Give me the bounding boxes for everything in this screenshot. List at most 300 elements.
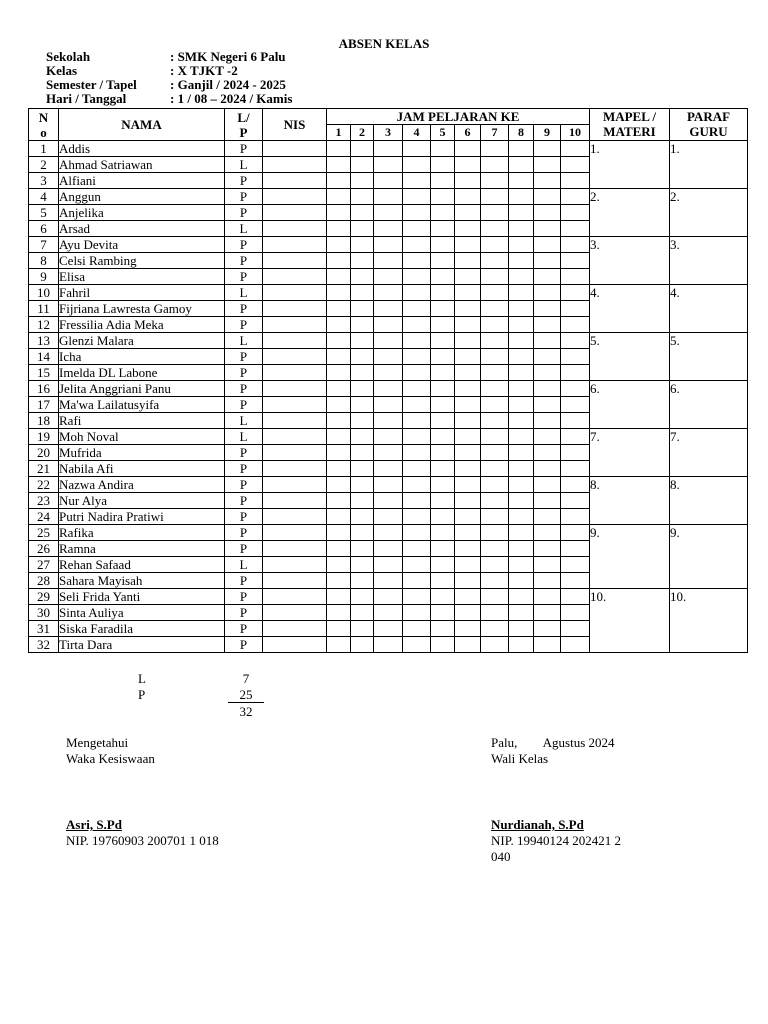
attendance-cell[interactable] bbox=[327, 589, 351, 605]
attendance-cell[interactable] bbox=[509, 461, 534, 477]
attendance-cell[interactable] bbox=[351, 429, 374, 445]
student-nis[interactable] bbox=[263, 349, 327, 365]
attendance-cell[interactable] bbox=[455, 605, 481, 621]
attendance-cell[interactable] bbox=[351, 589, 374, 605]
attendance-cell[interactable] bbox=[509, 493, 534, 509]
mapel-slot[interactable]: 3. bbox=[590, 237, 670, 285]
attendance-cell[interactable] bbox=[534, 189, 561, 205]
attendance-cell[interactable] bbox=[374, 493, 403, 509]
student-nis[interactable] bbox=[263, 493, 327, 509]
attendance-cell[interactable] bbox=[403, 589, 431, 605]
attendance-cell[interactable] bbox=[481, 157, 509, 173]
attendance-cell[interactable] bbox=[534, 157, 561, 173]
attendance-cell[interactable] bbox=[374, 269, 403, 285]
attendance-cell[interactable] bbox=[534, 333, 561, 349]
attendance-cell[interactable] bbox=[431, 509, 455, 525]
attendance-cell[interactable] bbox=[509, 237, 534, 253]
student-nis[interactable] bbox=[263, 237, 327, 253]
attendance-cell[interactable] bbox=[374, 541, 403, 557]
attendance-cell[interactable] bbox=[561, 413, 590, 429]
mapel-slot[interactable]: 6. bbox=[590, 381, 670, 429]
attendance-cell[interactable] bbox=[509, 317, 534, 333]
attendance-cell[interactable] bbox=[481, 525, 509, 541]
attendance-cell[interactable] bbox=[403, 525, 431, 541]
student-nis[interactable] bbox=[263, 397, 327, 413]
attendance-cell[interactable] bbox=[327, 461, 351, 477]
attendance-cell[interactable] bbox=[481, 173, 509, 189]
attendance-cell[interactable] bbox=[351, 461, 374, 477]
attendance-cell[interactable] bbox=[509, 381, 534, 397]
attendance-cell[interactable] bbox=[534, 141, 561, 157]
attendance-cell[interactable] bbox=[509, 397, 534, 413]
attendance-cell[interactable] bbox=[403, 253, 431, 269]
attendance-cell[interactable] bbox=[327, 157, 351, 173]
attendance-cell[interactable] bbox=[351, 317, 374, 333]
attendance-cell[interactable] bbox=[403, 605, 431, 621]
attendance-cell[interactable] bbox=[481, 541, 509, 557]
attendance-cell[interactable] bbox=[561, 621, 590, 637]
attendance-cell[interactable] bbox=[509, 189, 534, 205]
attendance-cell[interactable] bbox=[431, 141, 455, 157]
attendance-cell[interactable] bbox=[561, 509, 590, 525]
attendance-cell[interactable] bbox=[509, 525, 534, 541]
attendance-cell[interactable] bbox=[327, 237, 351, 253]
attendance-cell[interactable] bbox=[509, 413, 534, 429]
attendance-cell[interactable] bbox=[327, 621, 351, 637]
attendance-cell[interactable] bbox=[351, 477, 374, 493]
attendance-cell[interactable] bbox=[327, 269, 351, 285]
attendance-cell[interactable] bbox=[509, 285, 534, 301]
attendance-cell[interactable] bbox=[351, 141, 374, 157]
attendance-cell[interactable] bbox=[403, 397, 431, 413]
attendance-cell[interactable] bbox=[403, 413, 431, 429]
attendance-cell[interactable] bbox=[351, 365, 374, 381]
attendance-cell[interactable] bbox=[431, 157, 455, 173]
student-nis[interactable] bbox=[263, 285, 327, 301]
paraf-slot[interactable]: 8. bbox=[670, 477, 748, 525]
attendance-cell[interactable] bbox=[455, 301, 481, 317]
attendance-cell[interactable] bbox=[509, 621, 534, 637]
attendance-cell[interactable] bbox=[351, 397, 374, 413]
attendance-cell[interactable] bbox=[351, 509, 374, 525]
attendance-cell[interactable] bbox=[561, 429, 590, 445]
attendance-cell[interactable] bbox=[481, 269, 509, 285]
attendance-cell[interactable] bbox=[351, 413, 374, 429]
attendance-cell[interactable] bbox=[374, 397, 403, 413]
attendance-cell[interactable] bbox=[327, 413, 351, 429]
paraf-slot[interactable]: 4. bbox=[670, 285, 748, 333]
attendance-cell[interactable] bbox=[561, 365, 590, 381]
attendance-cell[interactable] bbox=[403, 285, 431, 301]
attendance-cell[interactable] bbox=[534, 621, 561, 637]
attendance-cell[interactable] bbox=[374, 477, 403, 493]
student-nis[interactable] bbox=[263, 157, 327, 173]
attendance-cell[interactable] bbox=[351, 445, 374, 461]
attendance-cell[interactable] bbox=[481, 349, 509, 365]
student-nis[interactable] bbox=[263, 333, 327, 349]
attendance-cell[interactable] bbox=[431, 525, 455, 541]
attendance-cell[interactable] bbox=[374, 637, 403, 653]
attendance-cell[interactable] bbox=[481, 621, 509, 637]
attendance-cell[interactable] bbox=[509, 557, 534, 573]
student-nis[interactable] bbox=[263, 205, 327, 221]
student-nis[interactable] bbox=[263, 509, 327, 525]
attendance-cell[interactable] bbox=[403, 477, 431, 493]
attendance-cell[interactable] bbox=[561, 301, 590, 317]
student-nis[interactable] bbox=[263, 605, 327, 621]
attendance-cell[interactable] bbox=[431, 429, 455, 445]
student-nis[interactable] bbox=[263, 525, 327, 541]
attendance-cell[interactable] bbox=[403, 237, 431, 253]
attendance-cell[interactable] bbox=[455, 237, 481, 253]
attendance-cell[interactable] bbox=[374, 413, 403, 429]
student-nis[interactable] bbox=[263, 253, 327, 269]
attendance-cell[interactable] bbox=[561, 237, 590, 253]
attendance-cell[interactable] bbox=[431, 493, 455, 509]
attendance-cell[interactable] bbox=[481, 365, 509, 381]
paraf-slot[interactable]: 2. bbox=[670, 189, 748, 237]
attendance-cell[interactable] bbox=[561, 221, 590, 237]
attendance-cell[interactable] bbox=[561, 605, 590, 621]
attendance-cell[interactable] bbox=[481, 141, 509, 157]
paraf-slot[interactable]: 1. bbox=[670, 141, 748, 189]
attendance-cell[interactable] bbox=[374, 509, 403, 525]
attendance-cell[interactable] bbox=[455, 413, 481, 429]
student-nis[interactable] bbox=[263, 621, 327, 637]
attendance-cell[interactable] bbox=[509, 509, 534, 525]
student-nis[interactable] bbox=[263, 445, 327, 461]
attendance-cell[interactable] bbox=[455, 557, 481, 573]
attendance-cell[interactable] bbox=[403, 509, 431, 525]
attendance-cell[interactable] bbox=[327, 285, 351, 301]
attendance-cell[interactable] bbox=[455, 477, 481, 493]
student-nis[interactable] bbox=[263, 381, 327, 397]
attendance-cell[interactable] bbox=[351, 205, 374, 221]
attendance-cell[interactable] bbox=[455, 173, 481, 189]
attendance-cell[interactable] bbox=[403, 173, 431, 189]
attendance-cell[interactable] bbox=[374, 429, 403, 445]
attendance-cell[interactable] bbox=[327, 573, 351, 589]
attendance-cell[interactable] bbox=[351, 237, 374, 253]
attendance-cell[interactable] bbox=[431, 253, 455, 269]
attendance-cell[interactable] bbox=[374, 157, 403, 173]
attendance-cell[interactable] bbox=[351, 621, 374, 637]
attendance-cell[interactable] bbox=[509, 429, 534, 445]
attendance-cell[interactable] bbox=[455, 541, 481, 557]
attendance-cell[interactable] bbox=[481, 445, 509, 461]
attendance-cell[interactable] bbox=[534, 173, 561, 189]
attendance-cell[interactable] bbox=[455, 461, 481, 477]
student-nis[interactable] bbox=[263, 637, 327, 653]
attendance-cell[interactable] bbox=[534, 557, 561, 573]
attendance-cell[interactable] bbox=[534, 493, 561, 509]
attendance-cell[interactable] bbox=[431, 621, 455, 637]
attendance-cell[interactable] bbox=[351, 221, 374, 237]
attendance-cell[interactable] bbox=[455, 637, 481, 653]
attendance-cell[interactable] bbox=[431, 589, 455, 605]
attendance-cell[interactable] bbox=[431, 221, 455, 237]
paraf-slot[interactable]: 6. bbox=[670, 381, 748, 429]
mapel-slot[interactable]: 1. bbox=[590, 141, 670, 189]
attendance-cell[interactable] bbox=[561, 477, 590, 493]
attendance-cell[interactable] bbox=[534, 429, 561, 445]
attendance-cell[interactable] bbox=[351, 381, 374, 397]
student-nis[interactable] bbox=[263, 413, 327, 429]
attendance-cell[interactable] bbox=[534, 573, 561, 589]
attendance-cell[interactable] bbox=[431, 413, 455, 429]
attendance-cell[interactable] bbox=[509, 541, 534, 557]
attendance-cell[interactable] bbox=[431, 541, 455, 557]
attendance-cell[interactable] bbox=[534, 301, 561, 317]
attendance-cell[interactable] bbox=[561, 541, 590, 557]
student-nis[interactable] bbox=[263, 269, 327, 285]
attendance-cell[interactable] bbox=[561, 141, 590, 157]
student-nis[interactable] bbox=[263, 477, 327, 493]
attendance-cell[interactable] bbox=[327, 541, 351, 557]
attendance-cell[interactable] bbox=[327, 333, 351, 349]
attendance-cell[interactable] bbox=[431, 189, 455, 205]
attendance-cell[interactable] bbox=[403, 157, 431, 173]
attendance-cell[interactable] bbox=[431, 557, 455, 573]
attendance-cell[interactable] bbox=[481, 221, 509, 237]
attendance-cell[interactable] bbox=[455, 317, 481, 333]
attendance-cell[interactable] bbox=[481, 477, 509, 493]
attendance-cell[interactable] bbox=[481, 637, 509, 653]
student-nis[interactable] bbox=[263, 589, 327, 605]
attendance-cell[interactable] bbox=[509, 605, 534, 621]
attendance-cell[interactable] bbox=[455, 381, 481, 397]
attendance-cell[interactable] bbox=[481, 237, 509, 253]
mapel-slot[interactable]: 10. bbox=[590, 589, 670, 653]
attendance-cell[interactable] bbox=[327, 221, 351, 237]
mapel-slot[interactable]: 7. bbox=[590, 429, 670, 477]
attendance-cell[interactable] bbox=[403, 461, 431, 477]
attendance-cell[interactable] bbox=[327, 317, 351, 333]
attendance-cell[interactable] bbox=[327, 445, 351, 461]
attendance-cell[interactable] bbox=[455, 365, 481, 381]
attendance-cell[interactable] bbox=[481, 509, 509, 525]
student-nis[interactable] bbox=[263, 189, 327, 205]
student-nis[interactable] bbox=[263, 573, 327, 589]
attendance-cell[interactable] bbox=[351, 301, 374, 317]
attendance-cell[interactable] bbox=[455, 333, 481, 349]
attendance-cell[interactable] bbox=[351, 189, 374, 205]
attendance-cell[interactable] bbox=[455, 285, 481, 301]
attendance-cell[interactable] bbox=[481, 605, 509, 621]
attendance-cell[interactable] bbox=[327, 205, 351, 221]
attendance-cell[interactable] bbox=[403, 493, 431, 509]
attendance-cell[interactable] bbox=[455, 253, 481, 269]
attendance-cell[interactable] bbox=[403, 621, 431, 637]
attendance-cell[interactable] bbox=[455, 189, 481, 205]
attendance-cell[interactable] bbox=[431, 605, 455, 621]
attendance-cell[interactable] bbox=[374, 573, 403, 589]
attendance-cell[interactable] bbox=[455, 221, 481, 237]
paraf-slot[interactable]: 5. bbox=[670, 333, 748, 381]
attendance-cell[interactable] bbox=[431, 301, 455, 317]
attendance-cell[interactable] bbox=[534, 365, 561, 381]
attendance-cell[interactable] bbox=[403, 349, 431, 365]
attendance-cell[interactable] bbox=[374, 205, 403, 221]
attendance-cell[interactable] bbox=[351, 285, 374, 301]
attendance-cell[interactable] bbox=[481, 573, 509, 589]
attendance-cell[interactable] bbox=[327, 557, 351, 573]
attendance-cell[interactable] bbox=[561, 381, 590, 397]
attendance-cell[interactable] bbox=[403, 189, 431, 205]
attendance-cell[interactable] bbox=[374, 461, 403, 477]
paraf-slot[interactable]: 7. bbox=[670, 429, 748, 477]
attendance-cell[interactable] bbox=[403, 205, 431, 221]
attendance-cell[interactable] bbox=[327, 301, 351, 317]
attendance-cell[interactable] bbox=[327, 429, 351, 445]
attendance-cell[interactable] bbox=[431, 397, 455, 413]
attendance-cell[interactable] bbox=[455, 429, 481, 445]
attendance-cell[interactable] bbox=[534, 205, 561, 221]
attendance-cell[interactable] bbox=[481, 301, 509, 317]
paraf-slot[interactable]: 9. bbox=[670, 525, 748, 589]
attendance-cell[interactable] bbox=[561, 317, 590, 333]
attendance-cell[interactable] bbox=[374, 589, 403, 605]
attendance-cell[interactable] bbox=[561, 205, 590, 221]
attendance-cell[interactable] bbox=[509, 589, 534, 605]
attendance-cell[interactable] bbox=[455, 589, 481, 605]
attendance-cell[interactable] bbox=[481, 397, 509, 413]
attendance-cell[interactable] bbox=[561, 333, 590, 349]
attendance-cell[interactable] bbox=[374, 381, 403, 397]
attendance-cell[interactable] bbox=[431, 637, 455, 653]
attendance-cell[interactable] bbox=[561, 173, 590, 189]
attendance-cell[interactable] bbox=[374, 285, 403, 301]
attendance-cell[interactable] bbox=[534, 317, 561, 333]
attendance-cell[interactable] bbox=[509, 477, 534, 493]
attendance-cell[interactable] bbox=[403, 637, 431, 653]
attendance-cell[interactable] bbox=[509, 173, 534, 189]
attendance-cell[interactable] bbox=[374, 605, 403, 621]
attendance-cell[interactable] bbox=[509, 301, 534, 317]
attendance-cell[interactable] bbox=[481, 317, 509, 333]
attendance-cell[interactable] bbox=[455, 269, 481, 285]
attendance-cell[interactable] bbox=[481, 429, 509, 445]
attendance-cell[interactable] bbox=[534, 589, 561, 605]
attendance-cell[interactable] bbox=[455, 349, 481, 365]
attendance-cell[interactable] bbox=[534, 269, 561, 285]
attendance-cell[interactable] bbox=[509, 253, 534, 269]
attendance-cell[interactable] bbox=[374, 621, 403, 637]
student-nis[interactable] bbox=[263, 141, 327, 157]
attendance-cell[interactable] bbox=[534, 397, 561, 413]
attendance-cell[interactable] bbox=[374, 189, 403, 205]
attendance-cell[interactable] bbox=[431, 445, 455, 461]
attendance-cell[interactable] bbox=[374, 221, 403, 237]
attendance-cell[interactable] bbox=[403, 365, 431, 381]
attendance-cell[interactable] bbox=[327, 173, 351, 189]
attendance-cell[interactable] bbox=[534, 349, 561, 365]
attendance-cell[interactable] bbox=[561, 253, 590, 269]
attendance-cell[interactable] bbox=[509, 573, 534, 589]
attendance-cell[interactable] bbox=[534, 221, 561, 237]
mapel-slot[interactable]: 9. bbox=[590, 525, 670, 589]
attendance-cell[interactable] bbox=[481, 253, 509, 269]
attendance-cell[interactable] bbox=[561, 189, 590, 205]
attendance-cell[interactable] bbox=[431, 461, 455, 477]
attendance-cell[interactable] bbox=[327, 189, 351, 205]
attendance-cell[interactable] bbox=[327, 509, 351, 525]
attendance-cell[interactable] bbox=[534, 637, 561, 653]
attendance-cell[interactable] bbox=[509, 365, 534, 381]
mapel-slot[interactable]: 5. bbox=[590, 333, 670, 381]
attendance-cell[interactable] bbox=[509, 445, 534, 461]
attendance-cell[interactable] bbox=[455, 493, 481, 509]
attendance-cell[interactable] bbox=[455, 205, 481, 221]
attendance-cell[interactable] bbox=[481, 461, 509, 477]
attendance-cell[interactable] bbox=[455, 525, 481, 541]
attendance-cell[interactable] bbox=[431, 365, 455, 381]
attendance-cell[interactable] bbox=[481, 413, 509, 429]
attendance-cell[interactable] bbox=[455, 157, 481, 173]
mapel-slot[interactable]: 8. bbox=[590, 477, 670, 525]
attendance-cell[interactable] bbox=[481, 189, 509, 205]
attendance-cell[interactable] bbox=[509, 349, 534, 365]
attendance-cell[interactable] bbox=[327, 381, 351, 397]
attendance-cell[interactable] bbox=[431, 317, 455, 333]
attendance-cell[interactable] bbox=[561, 525, 590, 541]
attendance-cell[interactable] bbox=[327, 637, 351, 653]
attendance-cell[interactable] bbox=[374, 365, 403, 381]
attendance-cell[interactable] bbox=[403, 573, 431, 589]
student-nis[interactable] bbox=[263, 317, 327, 333]
attendance-cell[interactable] bbox=[403, 445, 431, 461]
mapel-slot[interactable]: 4. bbox=[590, 285, 670, 333]
student-nis[interactable] bbox=[263, 461, 327, 477]
attendance-cell[interactable] bbox=[431, 205, 455, 221]
attendance-cell[interactable] bbox=[351, 269, 374, 285]
attendance-cell[interactable] bbox=[509, 205, 534, 221]
attendance-cell[interactable] bbox=[455, 445, 481, 461]
attendance-cell[interactable] bbox=[534, 525, 561, 541]
attendance-cell[interactable] bbox=[403, 221, 431, 237]
attendance-cell[interactable] bbox=[561, 557, 590, 573]
attendance-cell[interactable] bbox=[509, 637, 534, 653]
attendance-cell[interactable] bbox=[561, 397, 590, 413]
attendance-cell[interactable] bbox=[374, 237, 403, 253]
attendance-cell[interactable] bbox=[509, 269, 534, 285]
attendance-cell[interactable] bbox=[351, 349, 374, 365]
attendance-cell[interactable] bbox=[534, 509, 561, 525]
attendance-cell[interactable] bbox=[374, 349, 403, 365]
attendance-cell[interactable] bbox=[327, 365, 351, 381]
paraf-slot[interactable]: 3. bbox=[670, 237, 748, 285]
attendance-cell[interactable] bbox=[534, 253, 561, 269]
attendance-cell[interactable] bbox=[455, 621, 481, 637]
attendance-cell[interactable] bbox=[534, 413, 561, 429]
attendance-cell[interactable] bbox=[351, 253, 374, 269]
attendance-cell[interactable] bbox=[327, 605, 351, 621]
attendance-cell[interactable] bbox=[481, 589, 509, 605]
attendance-cell[interactable] bbox=[327, 493, 351, 509]
attendance-cell[interactable] bbox=[561, 573, 590, 589]
attendance-cell[interactable] bbox=[561, 157, 590, 173]
attendance-cell[interactable] bbox=[481, 285, 509, 301]
attendance-cell[interactable] bbox=[351, 157, 374, 173]
attendance-cell[interactable] bbox=[403, 557, 431, 573]
attendance-cell[interactable] bbox=[481, 333, 509, 349]
attendance-cell[interactable] bbox=[403, 141, 431, 157]
attendance-cell[interactable] bbox=[534, 541, 561, 557]
attendance-cell[interactable] bbox=[327, 525, 351, 541]
attendance-cell[interactable] bbox=[327, 141, 351, 157]
attendance-cell[interactable] bbox=[351, 333, 374, 349]
attendance-cell[interactable] bbox=[561, 493, 590, 509]
